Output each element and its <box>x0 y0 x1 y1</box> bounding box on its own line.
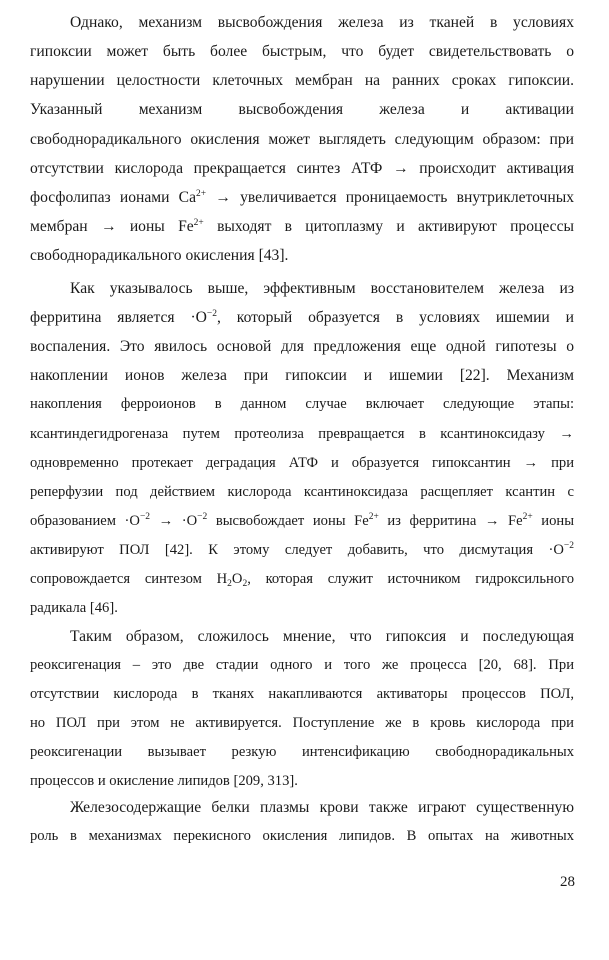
text-run: из ферритина → Fe <box>378 513 523 529</box>
text-run: сопровождается синтезом H <box>30 571 228 587</box>
superscript: −2 <box>206 309 218 319</box>
text-line: реоксигенации вызывает резкую интенсификацию свободнорадикальных <box>30 744 574 760</box>
text-line: Указанный механизм высвобождения железа и активации <box>30 101 574 118</box>
text-run: мембран → ионы Fe <box>30 218 194 235</box>
text-line: накоплении ионов железа при гипоксии и ишемии [22]. Механизм <box>30 367 574 384</box>
text-line <box>30 567 574 592</box>
text-run: , который образуется в условиях ишемии и <box>217 309 574 326</box>
superscript: −2 <box>563 541 574 551</box>
text-line: радикала [46]. <box>30 600 118 616</box>
text-run: выходят в цитоплазму и активируют процессы <box>203 218 574 235</box>
text-line <box>30 185 574 210</box>
text-line <box>30 538 574 563</box>
text-run: , которая служит источником гидроксильного <box>247 571 575 587</box>
text-line: свободнорадикального окисления [43]. <box>30 247 289 264</box>
subscript: 2 <box>242 579 248 589</box>
text-run: ионы <box>532 513 574 529</box>
text-run: высвобождает ионы Fe <box>207 513 369 529</box>
superscript: −2 <box>139 512 151 522</box>
superscript: 2+ <box>368 512 379 522</box>
text-line: Таким образом, сложилось мнение, что гипоксия и последующая <box>70 628 574 645</box>
text-line: Как указывалось выше, эффективным восстановителем железа из <box>70 280 574 297</box>
text-run: → увеличивается проницаемость внутриклеточных <box>206 189 575 206</box>
text-run: → ·O <box>150 513 198 529</box>
text-line: роль в механизмах перекисного окисления липидов. В опытах на животных <box>30 828 574 844</box>
superscript: −2 <box>197 512 208 522</box>
text-line: гипоксии может быть более быстрым, что будет свидетельствовать о <box>30 43 574 60</box>
text-line: свободнорадикального окисления может выглядеть следующим образом: при <box>30 131 574 148</box>
text-line <box>30 214 574 239</box>
text-line: реперфузии под действием кислорода ксантиноксидаза расщепляет ксантин с <box>30 484 574 500</box>
text-line: Железосодержащие белки плазмы крови также играют существенную <box>70 799 574 816</box>
text-line: одновременно протекает деградация АТФ и образуется гипоксантин → при <box>30 455 574 471</box>
text-line: накопления ферроионов в данном случае включает следующие этапы: <box>30 396 574 412</box>
superscript: 2+ <box>196 189 207 199</box>
text-line: процессов и окисление липидов [209, 313]. <box>30 773 298 789</box>
text-line: ксантиндегидрогеназа путем протеолиза превращается в ксантиноксидазу → <box>30 426 574 442</box>
text-line <box>30 509 574 534</box>
text-run: активируют ПОЛ [42]. К этому следует добавить, что дисмутация ·O <box>30 542 564 558</box>
text-line: но ПОЛ при этом не активируется. Поступление же в кровь кислорода при <box>30 715 574 731</box>
text-line: нарушении целостности клеточных мембран на ранних сроках гипоксии. <box>30 72 574 89</box>
superscript: 2+ <box>522 512 533 522</box>
text-run: O <box>231 571 243 587</box>
text-line: отсутствии кислорода в тканях накапливаются активаторы процессов ПОЛ, <box>30 686 574 702</box>
text-run: ферритина является ·O <box>30 309 207 326</box>
text-line: отсутствии кислорода прекращается синтез АТФ → происходит активация <box>30 160 574 177</box>
text-run: фосфолипаз ионами Ca <box>30 189 196 206</box>
text-line <box>30 305 574 330</box>
text-line: воспаления. Это явилось основой для предложения еще одной гипотезы о <box>30 338 574 355</box>
superscript: 2+ <box>193 218 204 228</box>
text-line: Однако, механизм высвобождения железа из тканей в условиях <box>70 14 574 31</box>
text-run: образованием ·O <box>30 513 140 529</box>
subscript: 2 <box>227 579 232 589</box>
text-line: реоксигенация – это две стадии одного и того же процесса [20, 68]. При <box>30 657 574 673</box>
page-number: 28 <box>560 874 575 890</box>
